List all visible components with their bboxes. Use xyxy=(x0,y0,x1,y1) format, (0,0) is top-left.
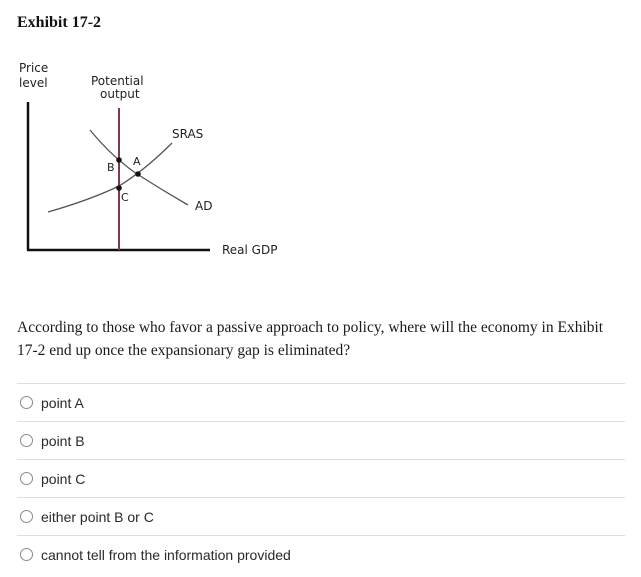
point-a-marker xyxy=(135,171,141,177)
y-axis-label-level: level xyxy=(19,76,48,90)
radio-button[interactable] xyxy=(20,434,33,447)
radio-button[interactable] xyxy=(20,510,33,523)
sras-label: SRAS xyxy=(172,127,204,141)
potential-output-label-line2: output xyxy=(100,87,140,101)
radio-button[interactable] xyxy=(20,396,33,409)
answer-options xyxy=(17,383,625,573)
point-c-label: C xyxy=(121,191,129,204)
radio-button[interactable] xyxy=(20,548,33,561)
option-label: point A xyxy=(41,394,84,411)
option-label: either point B or C xyxy=(41,508,154,525)
option-point-b[interactable] xyxy=(17,421,625,459)
exhibit-title: Exhibit 17-2 xyxy=(17,14,102,31)
option-label: point B xyxy=(41,432,85,449)
sras-curve xyxy=(48,143,172,212)
option-point-a[interactable] xyxy=(17,383,625,421)
radio-button[interactable] xyxy=(20,472,33,485)
exhibit-graph xyxy=(0,50,320,270)
y-axis-label-price: Price xyxy=(19,61,49,75)
ad-label: AD xyxy=(195,199,213,213)
option-either-b-or-c[interactable] xyxy=(17,497,625,535)
option-point-c[interactable] xyxy=(17,459,625,497)
point-b-label: B xyxy=(107,161,115,174)
x-axis-label: Real GDP xyxy=(222,243,278,257)
point-b-marker xyxy=(116,157,122,163)
potential-output-label-line1: Potential xyxy=(91,74,144,88)
point-a-label: A xyxy=(133,155,141,168)
point-c-marker xyxy=(116,185,122,191)
option-label: point C xyxy=(41,470,86,487)
question-text: According to those who favor a passive approach to policy, where will the economy in Exhibit 17-2 end up once the expansionary gap is eliminated? xyxy=(17,319,604,359)
option-label: cannot tell from the information provided xyxy=(41,546,291,563)
option-cannot-tell[interactable] xyxy=(17,535,625,573)
